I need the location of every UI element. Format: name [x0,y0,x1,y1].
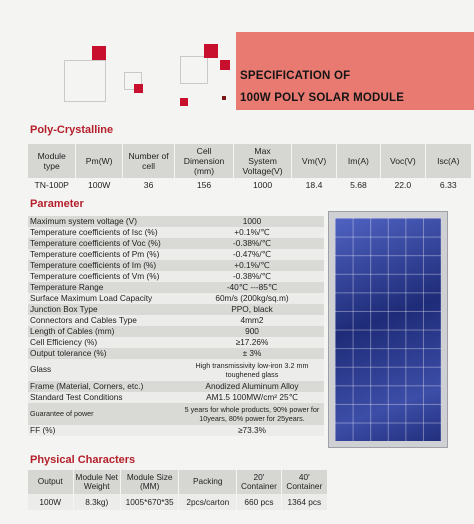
param-value: +0.1%/℃ [180,260,324,271]
table-row [28,359,324,381]
col-header [237,470,281,494]
param-label: Connectors and Cables Type [28,315,180,326]
param-value: -40℃ ---85℃ [180,282,324,293]
col-header [381,144,425,178]
param-label: Cell Efficiency (%) [28,337,180,348]
title-line-2: 100W POLY SOLAR MODULE [240,92,405,104]
table-row [28,216,324,227]
param-value: -0.38%/℃ [180,238,324,249]
header-max-voltage: Max System Voltage(V) [242,146,283,176]
header-output: Output [37,476,63,487]
table-cell: 5.68 [336,178,380,192]
header-20ft: 20' Container [240,471,277,491]
decor-square [134,84,143,93]
table-cell: 100W [76,178,122,192]
param-label: Output tolerance (%) [28,348,180,359]
solar-panel-cells [335,218,441,441]
col-header [336,144,380,178]
table-cell: 8.3kg) [73,494,121,510]
decor-square [204,44,218,58]
param-value: -0.47%/℃ [180,249,324,260]
param-value: ≥73.3% [180,425,324,436]
param-label: Standard Test Conditions [28,392,180,403]
header-voc: Voc(V) [389,156,416,166]
param-value: High transmissivity low-iron 3.2 mm toughened glass [180,359,324,381]
param-label: Temperature coefficients of Pm (%) [28,249,180,260]
param-label: Maximum system voltage (V) [28,216,180,227]
col-header [121,470,179,494]
section-title-parameter: Parameter [30,198,84,210]
table-cell: 660 pcs [237,494,281,510]
param-label: Temperature coefficients of Voc (%) [28,238,180,249]
table-row [28,392,324,403]
table-row [28,326,324,337]
param-value: 60m/s (200kg/sq.m) [180,293,324,304]
parameter-table [28,216,324,436]
header-size: Module Size (MM) [126,471,173,491]
header-cell-dim: Cell Dimension (mm) [183,146,225,176]
param-value: +0.1%/℃ [180,227,324,238]
table-cell: 1005*670*35 [121,494,179,510]
table-cell: TN-100P [28,178,76,192]
table-row [28,403,324,425]
table-cell: 1000 [233,178,292,192]
header-isc: Isc(A) [437,156,460,166]
col-header [233,144,292,178]
table-cell: 22.0 [381,178,425,192]
col-header [175,144,234,178]
param-label: Junction Box Type [28,304,180,315]
table-row [28,348,324,359]
col-header [281,470,327,494]
solar-panel-icon [328,211,448,448]
header-packing: Packing [193,476,223,487]
table-row [28,271,324,282]
table-cell: 1364 pcs [281,494,327,510]
col-header [425,144,471,178]
param-label: Length of Cables (mm) [28,326,180,337]
header-40ft: 40' Container [286,471,323,491]
physical-table [28,470,328,510]
param-value: Anodized Aluminum Alloy [180,381,324,392]
table-row [28,293,324,304]
param-label: Temperature coefficients of Isc (%) [28,227,180,238]
col-header [76,144,122,178]
table-row [28,227,324,238]
header-vm: Vm(V) [301,156,327,166]
param-label: Temperature Range [28,282,180,293]
decor-square [220,60,230,70]
param-label: Surface Maximum Load Capacity [28,293,180,304]
param-value: -0.38%/℃ [180,271,324,282]
header-cells: Number of cell [128,151,169,171]
param-value: AM1.5 100MW/cm² 25℃ [180,392,324,403]
table-cell: 18.4 [292,178,336,192]
header-pm: Pm(W) [85,156,113,166]
param-value: 5 years for whole products, 90% power for 10years, 80% power for 25years. [180,403,324,425]
title-banner [236,32,474,110]
param-label: FF (%) [28,425,180,436]
col-header [122,144,174,178]
table-row [28,282,324,293]
col-header [28,144,76,178]
param-label: Temperature coefficients of Vm (%) [28,271,180,282]
poly-spec-table [28,144,472,192]
decor-square [222,96,226,100]
table-cell: 2pcs/carton [179,494,237,510]
param-label: Guarantee of power [28,403,180,425]
col-header [179,470,237,494]
param-value: ± 3% [180,348,324,359]
param-label: Temperature coefficients of Im (%) [28,260,180,271]
decor-square [92,46,106,60]
table-row [28,425,324,436]
section-title-physical: Physical Characters [30,454,136,466]
header-weight: Module Net Weight [75,471,118,491]
title-line-1: SPECIFICATION OF [240,70,351,82]
table-cell: 6.33 [425,178,471,192]
table-row [28,249,324,260]
table-cell: 156 [175,178,234,192]
param-value: 4mm2 [180,315,324,326]
param-label: Frame (Material, Corners, etc.) [28,381,180,392]
table-row [28,304,324,315]
decor-square [180,56,208,84]
table-cell: 100W [28,494,73,510]
param-value: ≥17.26% [180,337,324,348]
table-cell: 36 [122,178,174,192]
header-im: Im(A) [347,156,369,166]
section-title-poly: Poly-Crystalline [30,124,114,136]
table-row [28,238,324,249]
col-header [28,470,73,494]
param-value: 1000 [180,216,324,227]
decor-square [180,98,188,106]
table-row [28,315,324,326]
param-value: 900 [180,326,324,337]
param-value: PPO, black [180,304,324,315]
table-row [28,260,324,271]
col-header [73,470,121,494]
table-row [28,337,324,348]
decor-square [64,60,106,102]
param-label: Glass [28,359,180,381]
col-header [292,144,336,178]
table-row [28,381,324,392]
header-module-type: Module type [37,151,66,171]
